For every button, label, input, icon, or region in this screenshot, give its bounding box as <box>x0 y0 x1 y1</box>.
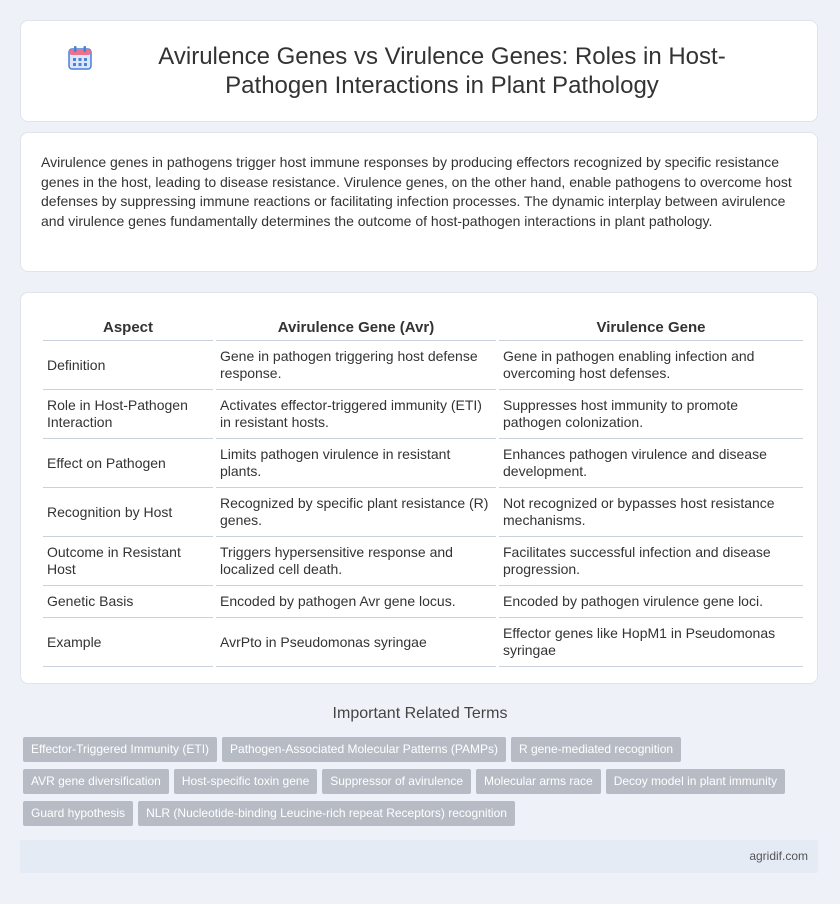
cell-aspect: Outcome in Resistant Host <box>43 537 213 586</box>
related-terms-list <box>23 737 823 833</box>
intro-card <box>20 132 818 272</box>
cell-virulence: Gene in pathogen enabling infection and overcoming host defenses. <box>499 341 803 390</box>
cell-aspect: Role in Host-Pathogen Interaction <box>43 390 213 439</box>
intro-paragraph: Avirulence genes in pathogens trigger host immune responses by producing effectors recognized by specific resistance genes in the host, leading to disease resistance. Virulence genes, on the other hand, enable pathogens to overcome host defenses by suppressing immune reactions or facilitating infection processes. The dynamic interplay between avirulence and virulence genes fundamentally determines the outcome of host-pathogen interactions in plant pathology. <box>41 154 792 229</box>
footer <box>20 840 818 873</box>
cell-avirulence: AvrPto in Pseudomonas syringae <box>216 618 496 667</box>
related-term-tag[interactable]: Molecular arms race <box>476 769 601 794</box>
related-terms-heading: Important Related Terms <box>332 705 508 722</box>
related-term-tag[interactable]: Host-specific toxin gene <box>174 769 317 794</box>
title-card <box>20 20 818 122</box>
cell-virulence: Enhances pathogen virulence and disease development. <box>499 439 803 488</box>
header-avirulence: Avirulence Gene (Avr) <box>216 313 496 341</box>
related-term-tag[interactable]: Guard hypothesis <box>23 801 133 826</box>
cell-avirulence: Activates effector-triggered immunity (ETI) in resistant hosts. <box>216 390 496 439</box>
cell-avirulence: Limits pathogen virulence in resistant plants. <box>216 439 496 488</box>
comparison-table <box>40 313 806 667</box>
related-term-tag[interactable]: Effector-Triggered Immunity (ETI) <box>23 737 217 762</box>
cell-avirulence: Encoded by pathogen Avr gene locus. <box>216 586 496 618</box>
table-row <box>43 390 803 439</box>
related-term-tag[interactable]: Decoy model in plant immunity <box>606 769 785 794</box>
table-card <box>20 292 818 684</box>
related-term-tag[interactable]: Suppressor of avirulence <box>322 769 471 794</box>
cell-virulence: Encoded by pathogen virulence gene loci. <box>499 586 803 618</box>
related-term-tag[interactable]: AVR gene diversification <box>23 769 169 794</box>
table-row <box>43 341 803 390</box>
related-term-tag[interactable]: NLR (Nucleotide-binding Leucine-rich repeat Receptors) recognition <box>138 801 515 826</box>
cell-aspect: Recognition by Host <box>43 488 213 537</box>
header-virulence: Virulence Gene <box>499 313 803 341</box>
cell-aspect: Genetic Basis <box>43 586 213 618</box>
cell-aspect: Example <box>43 618 213 667</box>
table-row <box>43 586 803 618</box>
table-row <box>43 488 803 537</box>
page-title: Avirulence Genes vs Virulence Genes: Roles in Host-Pathogen Interactions in Plant Pathology <box>158 43 726 99</box>
cell-aspect: Definition <box>43 341 213 390</box>
table-row <box>43 439 803 488</box>
cell-aspect: Effect on Pathogen <box>43 439 213 488</box>
table-row <box>43 618 803 667</box>
related-term-tag[interactable]: Pathogen-Associated Molecular Patterns (PAMPs) <box>222 737 506 762</box>
cell-virulence: Not recognized or bypasses host resistance mechanisms. <box>499 488 803 537</box>
cell-avirulence: Gene in pathogen triggering host defense response. <box>216 341 496 390</box>
footer-site-link[interactable]: agridif.com <box>749 849 808 863</box>
cell-avirulence: Triggers hypersensitive response and localized cell death. <box>216 537 496 586</box>
cell-virulence: Facilitates successful infection and disease progression. <box>499 537 803 586</box>
header-aspect: Aspect <box>43 313 213 341</box>
related-term-tag[interactable]: R gene-mediated recognition <box>511 737 681 762</box>
cell-avirulence: Recognized by specific plant resistance (R) genes. <box>216 488 496 537</box>
cell-virulence: Suppresses host immunity to promote pathogen colonization. <box>499 390 803 439</box>
table-header-row <box>43 313 803 341</box>
calendar-icon <box>66 44 94 72</box>
table-row <box>43 537 803 586</box>
cell-virulence: Effector genes like HopM1 in Pseudomonas syringae <box>499 618 803 667</box>
